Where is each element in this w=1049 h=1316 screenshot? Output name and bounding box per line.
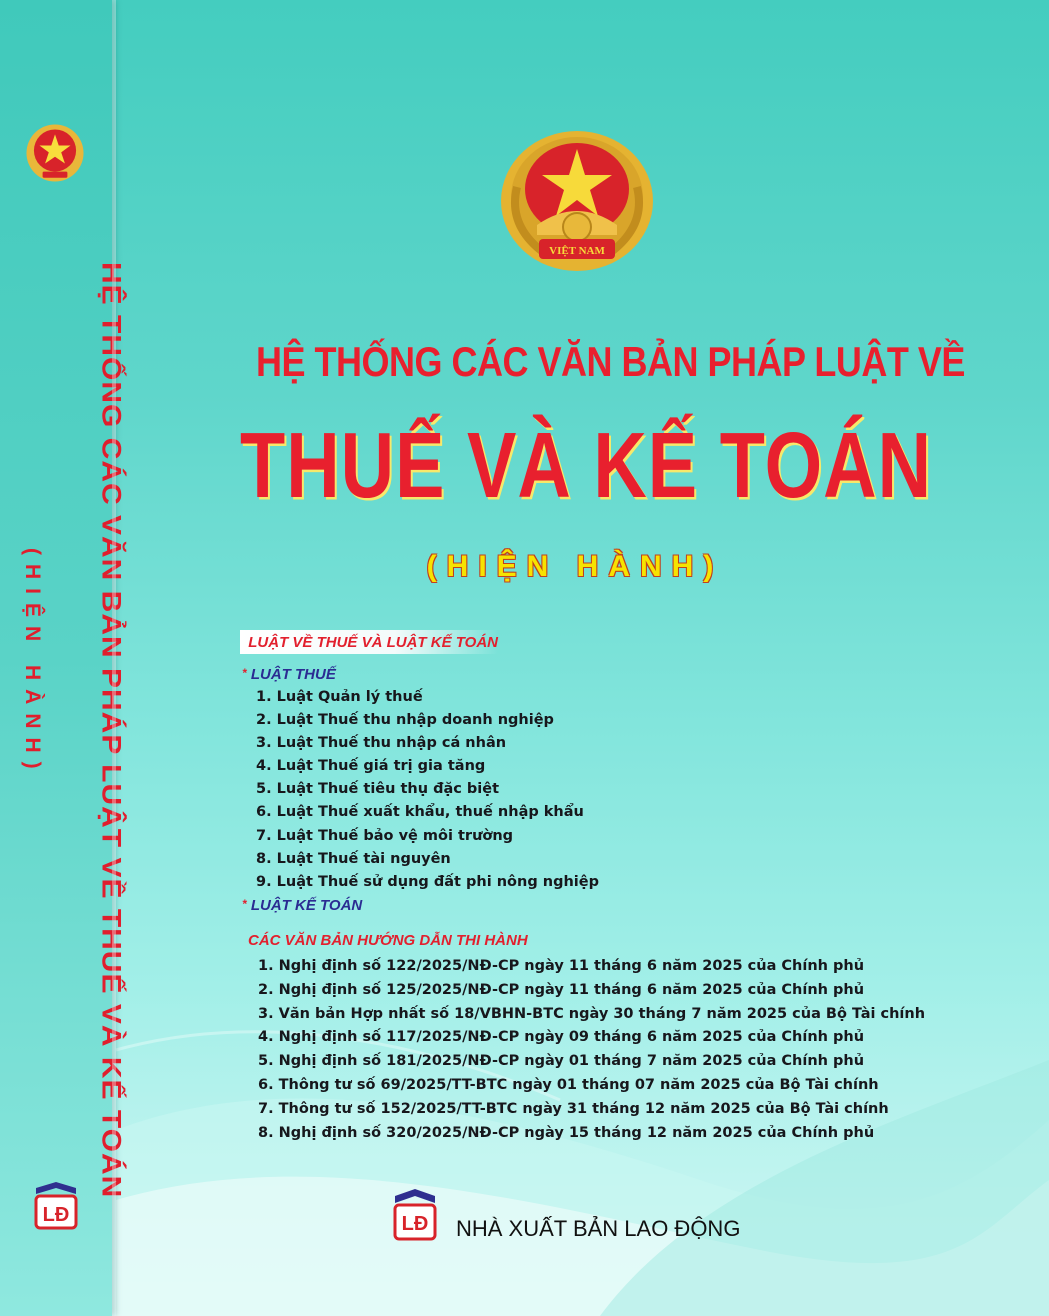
list-item: 5. Luật Thuế tiêu thụ đặc biệt <box>256 781 500 798</box>
national-emblem-icon <box>497 127 657 273</box>
asterisk-icon: * <box>242 666 247 680</box>
list-item: 7. Thông tư số 152/2025/TT-BTC ngày 31 tháng 12 năm 2025 của Bộ Tài chính <box>258 1100 889 1117</box>
list-item: 4. Nghị định số 117/2025/NĐ-CP ngày 09 tháng 6 năm 2025 của Chính phủ <box>258 1029 865 1046</box>
publisher-logo-icon <box>392 1188 438 1242</box>
section-heading-label: LUẬT VỀ THUẾ VÀ LUẬT KẾ TOÁN <box>248 633 498 651</box>
spine-title: HỆ THỐNG CÁC VĂN BẢN PHÁP LUẬT VỀ THUẾ VÀ KẾ TOÁN <box>96 262 126 1199</box>
spine-edge <box>112 0 116 1316</box>
subheading-label: LUẬT THUẾ <box>250 666 336 683</box>
asterisk-icon: * <box>242 897 247 911</box>
tax-law-list <box>256 686 599 894</box>
list-item: 1. Nghị định số 122/2025/NĐ-CP ngày 11 tháng 6 năm 2025 của Chính phủ <box>258 958 865 974</box>
list-item: 8. Nghị định số 320/2025/NĐ-CP ngày 15 tháng 12 năm 2025 của Chính phủ <box>258 1124 875 1141</box>
publisher-logo-text: LĐ <box>401 1213 429 1235</box>
publisher-name: NHÀ XUẤT BẢN LAO ĐỘNG <box>456 1216 741 1241</box>
section-heading-laws <box>240 630 498 654</box>
list-item: 7. Luật Thuế bảo vệ môi trường <box>256 827 514 844</box>
list-item: 5. Nghị định số 181/2025/NĐ-CP ngày 01 tháng 7 năm 2025 của Chính phủ <box>258 1053 865 1070</box>
guidance-document-list <box>258 955 925 1145</box>
list-item: 9. Luật Thuế sử dụng đất phi nông nghiệp <box>256 873 599 890</box>
list-item: 4. Luật Thuế giá trị gia tăng <box>256 758 486 775</box>
list-item: 1. Luật Quản lý thuế <box>256 689 423 705</box>
spine-subtitle: (HIỆN HÀNH) <box>21 548 44 778</box>
list-item: 6. Luật Thuế xuất khẩu, thuế nhập khẩu <box>256 804 584 821</box>
subheading-tax-laws <box>242 666 336 683</box>
list-item: 2. Nghị định số 125/2025/NĐ-CP ngày 11 tháng 6 năm 2025 của Chính phủ <box>258 981 865 998</box>
list-item: 8. Luật Thuế tài nguyên <box>256 850 451 867</box>
cover-title-line1: HỆ THỐNG CÁC VĂN BẢN PHÁP LUẬT VỀ <box>256 338 965 386</box>
cover-title-main: THUẾ VÀ KẾ TOÁN <box>240 413 933 517</box>
section-heading-guidance <box>240 928 528 952</box>
list-item: 3. Luật Thuế thu nhập cá nhân <box>256 735 507 752</box>
section-heading-label: CÁC VĂN BẢN HƯỚNG DẪN THI HÀNH <box>248 931 528 949</box>
subheading-accounting-law <box>242 897 362 914</box>
list-item: 3. Văn bản Hợp nhất số 18/VBHN-BTC ngày 30 tháng 7 năm 2025 của Bộ Tài chính <box>258 1005 926 1022</box>
list-item: 6. Thông tư số 69/2025/TT-BTC ngày 01 tháng 07 năm 2025 của Bộ Tài chính <box>258 1076 879 1093</box>
national-emblem-icon <box>24 122 86 184</box>
publisher-logo-icon <box>32 1180 80 1232</box>
emblem-ribbon-text: VIỆT NAM <box>549 245 605 257</box>
book-spine <box>0 0 126 1316</box>
list-item: 2. Luật Thuế thu nhập doanh nghiệp <box>256 712 554 729</box>
spine-logo-text: LĐ <box>42 1204 70 1226</box>
subheading-label: LUẬT KẾ TOÁN <box>250 897 363 914</box>
cover-title-subtitle: (HIỆN HÀNH) <box>426 550 724 583</box>
